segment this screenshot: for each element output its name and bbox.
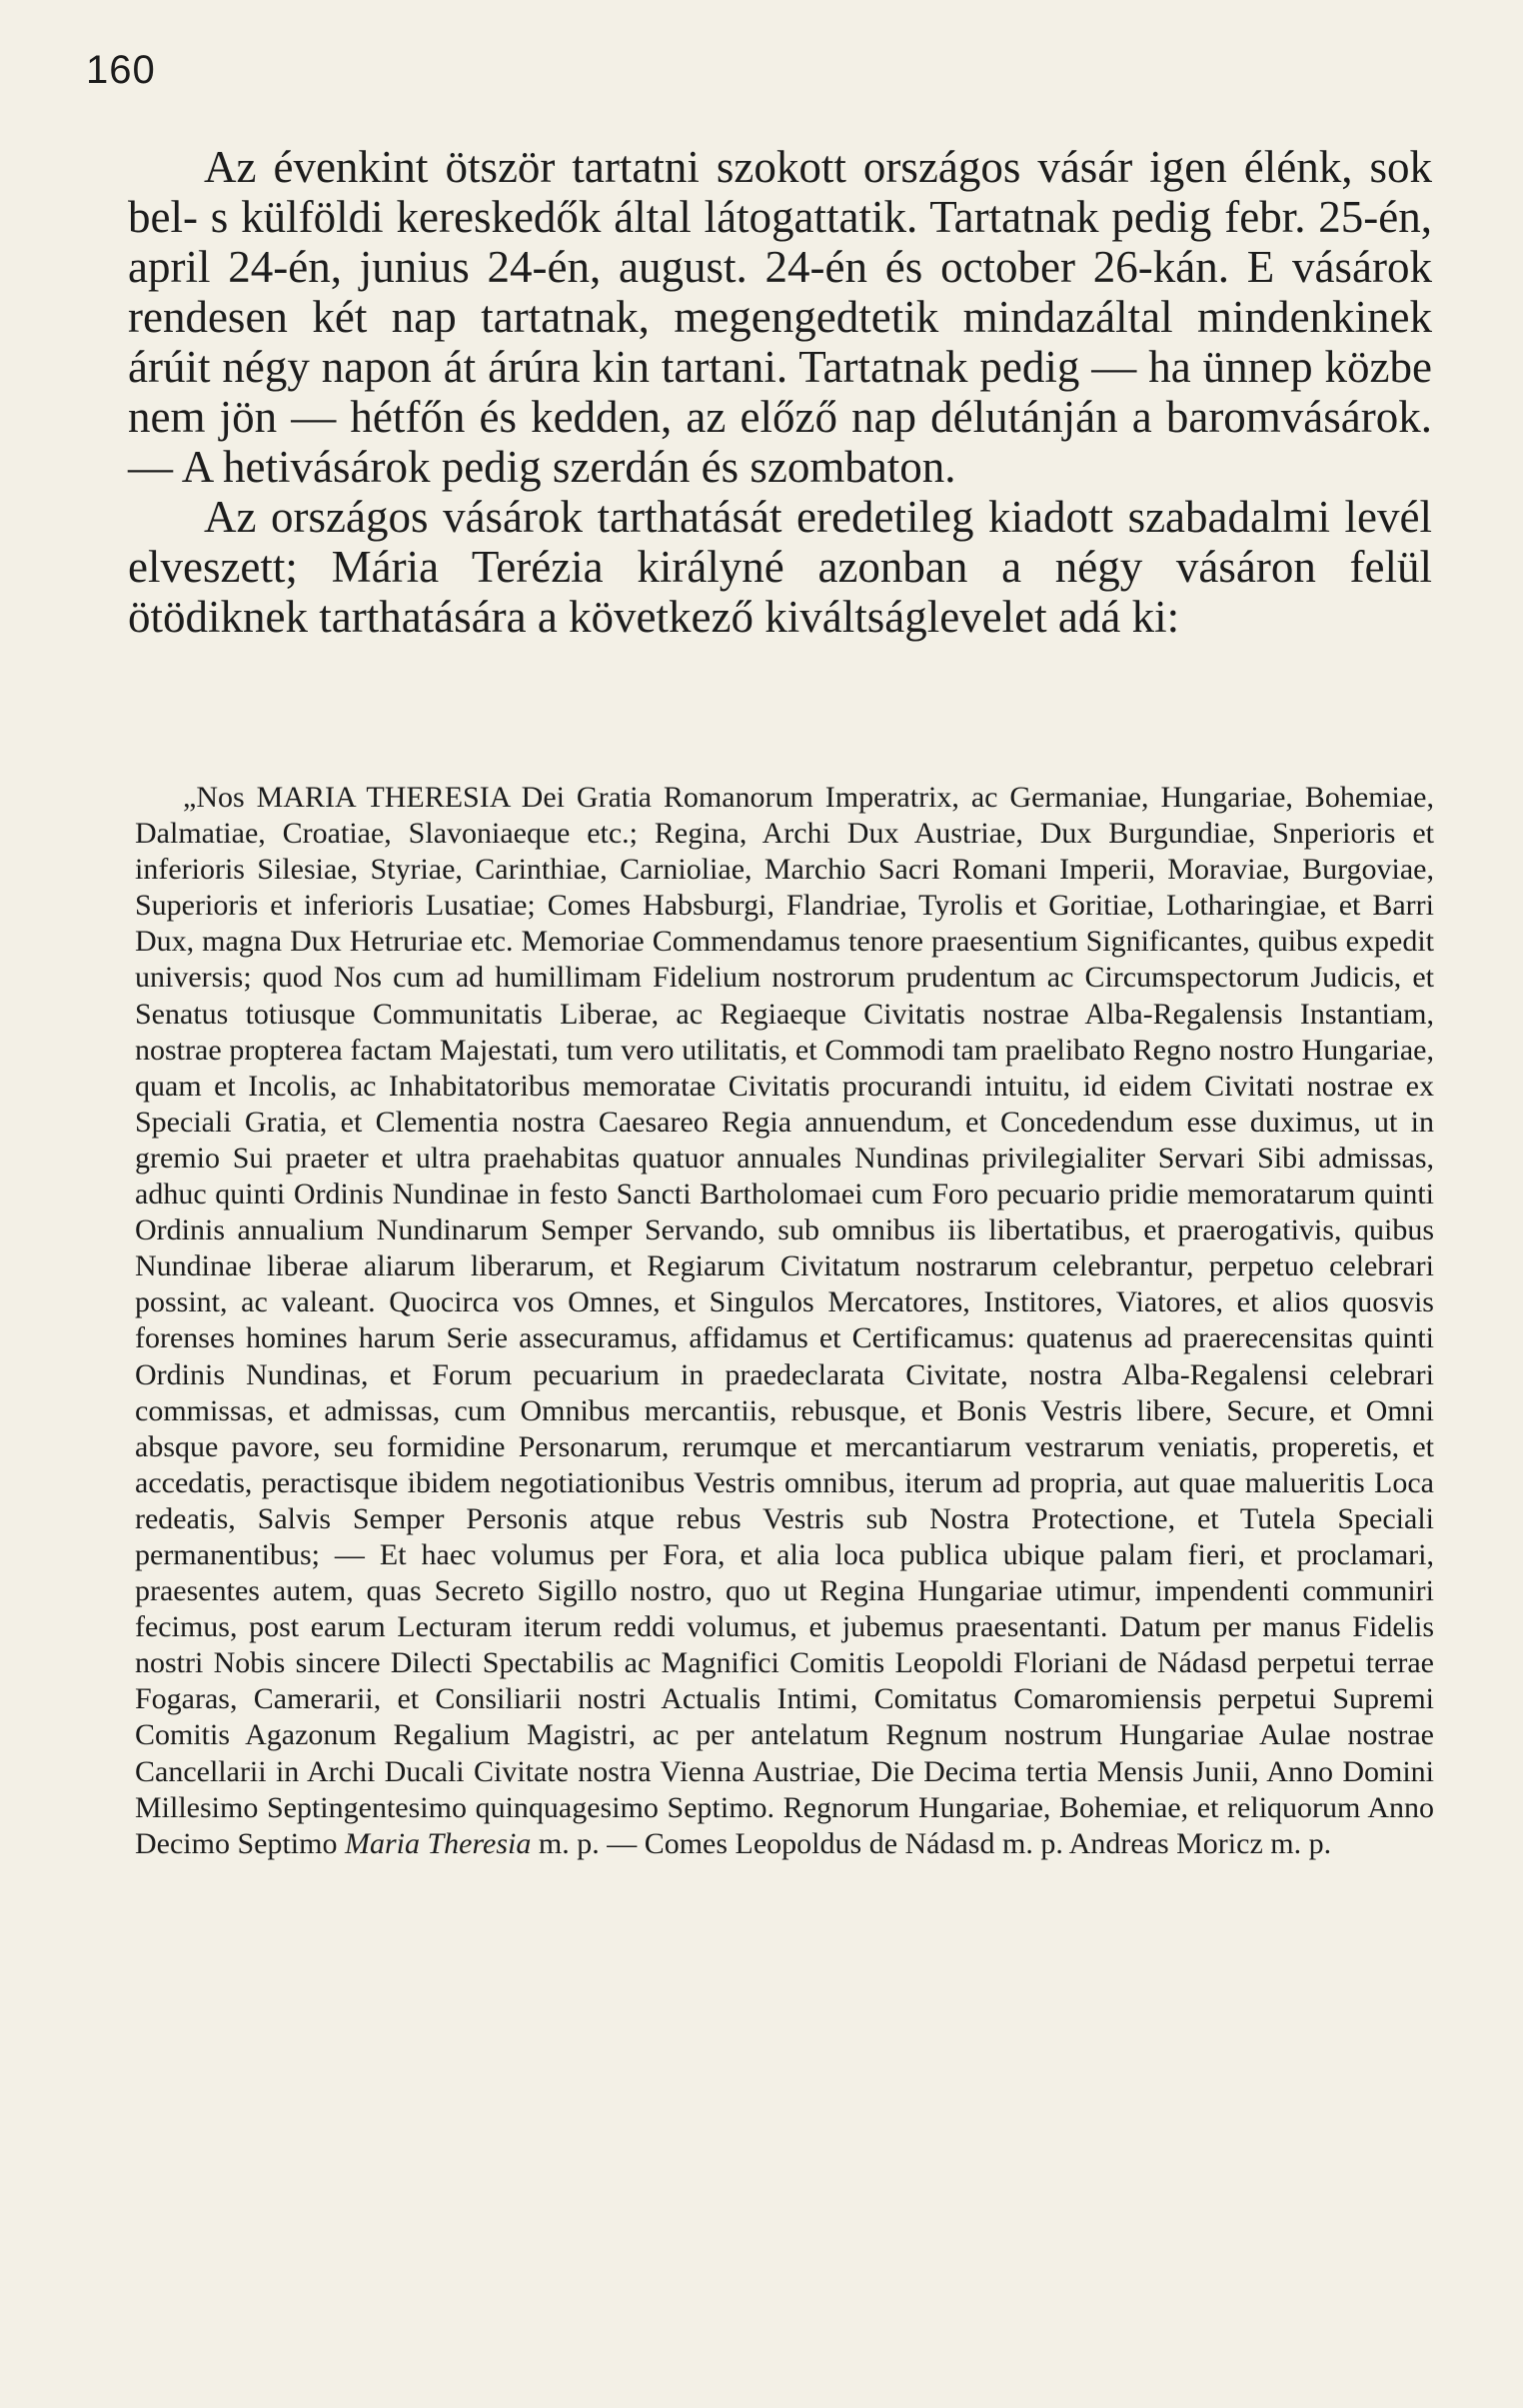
main-text: [128, 142, 1432, 642]
paragraph-charter-intro: Az országos vásárok tarthatását eredetileg kiadott szabadalmi levél elveszett; Mária Terézia királyné azonban a négy vásáron felül ötödiknek tarthatására a következő kiváltságlevelet adá ki:: [128, 492, 1432, 642]
charter-signature: [345, 1827, 1331, 1860]
charter-body: „Nos MARIA THERESIA Dei Gratia Romanorum Imperatrix, ac Germaniae, Hungariae, Bohemiae, Dalmatiae, Croatiae, Slavoniaeque etc.; Regina, Archi Dux Austriae, Dux Burgundiae, Snperioris et inferioris Silesiae, Styriae, Carinthiae, Carnioliae, Marchio Sacri Romani Imperii, Moraviae, Burgoviae, Superioris et inferioris Lusatiae; Comes Habsburgi, Flandriae, Tyrolis et Goritiae, Lotharingiae, et Barri Dux, magna Dux Hetruriae etc. Memoriae Commendamus tenore praesentium Significantes, quibus expedit universis; quod Nos cum ad humillimam Fidelium nostrorum prudentum ac Circumspectorum Judicis, et Senatus totiusque Communitatis Liberae, ac Regiaeque Civitatis nostrae Alba-Regalensis Instantiam, nostrae propterea factam Majestati, tum vero utilitatis, et Commodi tam praelibato Regno nostro Hungariae, quam et Incolis, ac Inhabitatoribus memoratae Civitatis procurandi intuitu, id eidem Civitati nostrae ex Speciali Gratia, et Clementia nostra Caesareo Regia annuendum, et Concedendum esse duximus, ut in gremio Sui praeter et ultra praehabitas quatuor annuales Nundinas privilegialiter Servari Sibi admissas, adhuc quinti Ordinis Nundinae in festo Sancti Bartholomaei cum Foro pecuario pridie memoratarum quinti Ordinis annualium Nundinarum Semper Servando, sub omnibus iis libertatibus, et praerogativis, quibus Nundinae liberae aliarum liberarum, et Regiarum Civitatum nostrarum celebrantur, perpetuo celebrari possint, ac valeant. Quocirca vos Omnes, et Singulos Mercatores, Institores, Viatores, et alios quosvis forenses homines harum Serie assecuramus, affidamus et Certificamus: quatenus ad praerecensitas quinti Ordinis Nundinas, et Forum pecuarium in praedeclarata Civitate, nostra Alba-Regalensi celebrari commissas, et admissas, cum Omnibus mercantiis, rebusque, et Bonis Vestris libere, Secure, et Omni absque pavore, seu formidine Personarum, rerumque et mercantiarum vestrarum veniatis, properetis, et accedatis, peractisque ibidem negotiationibus Vestris omnibus, iterum ad propria, aut quae malueritis Loca redeatis, Salvis Semper Personis atque rebus Vestris sub Nostra Protectione, et Tutela Speciali permanentibus; — Et haec volumus per Fora, et alia loca publica ubique palam fieri, et proclamari, praesentes autem, quas Secreto Sigillo nostro, quo ut Regina Hungariae utimur, impendenti communiri fecimus, post earum Lecturam iterum reddi volumus, et jubemus praesentanti. Datum per manus Fidelis nostri Nobis sincere Dilecti Spectabilis ac Magnifici Comitis Leopoldi Floriani de Nádasd perpetui terrae Fogaras, Camerarii, et Consiliarii nostri Actualis Intimi, Comitatus Comaromiensis perpetui Supremi Comitis Agazonum Regalium Magistri, ac per antelatum Regnum nostrum Hungariae Aulae nostrae Cancellarii in Archi Ducali Civitate nostra Vienna Austriae, Die Decima tertia Mensis Junii, Anno Domini Millesimo Septingentesimo quinquagesimo Septimo. Regnorum Hungariae, Bohemiae, et reliquorum Anno Decimo Septimo: [135, 781, 1434, 1860]
signature-rest: m. p. — Comes Leopoldus de Nádasd m. p. Andreas Moricz m. p.: [538, 1826, 1332, 1860]
charter-quotation: [135, 780, 1434, 1862]
page-number: 160: [86, 48, 156, 92]
signature-name: Maria Theresia: [344, 1826, 532, 1860]
paragraph-market-fairs: Az évenkint ötször tartatni szokott országos vásár igen élénk, sok bel- s külföldi kereskedők által látogattatik. Tartatnak pedig febr. 25-én, april 24-én, junius 24-én, august. 24-én és october 26-kán. E vásárok rendesen két nap tartatnak, megengedtetik mindazáltal mindenkinek árúit négy napon át árúra kin tartani. Tartatnak pedig — ha ünnep közbe nem jön — hétfőn és kedden, az előző nap délutánján a baromvásárok. — A hetivásárok pedig szerdán és szombaton.: [128, 142, 1432, 492]
